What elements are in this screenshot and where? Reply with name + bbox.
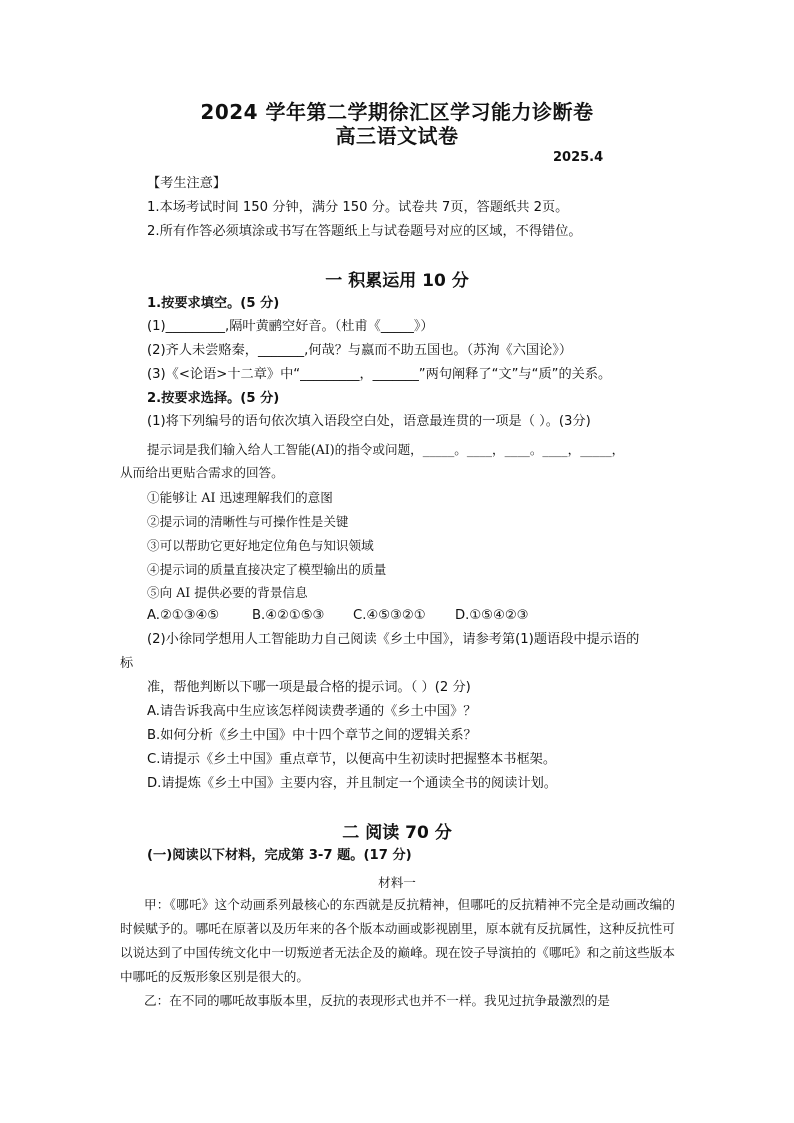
sentence-option: ⑤向 AI 提供必要的背景信息: [147, 585, 308, 600]
material-paragraph: 乙：在不同的哪吒故事版本里，反抗的表现形式也并不一样。我见过抗争最激烈的是: [144, 993, 610, 1008]
question-line: (1)_________,隔叶黄鹂空好音。（杜甫《_____》）: [147, 319, 434, 334]
passage-line: 提示词是我们输入给人工智能(AI)的指令或问题，_____。____，____。____，_____，: [147, 442, 625, 457]
answer-option: A.请告诉我高中生应该怎样阅读费孝通的《乡土中国》？: [147, 704, 477, 719]
question-line: 准，帮他判断以下哪一项是最合格的提示词。（ ）(2 分): [147, 680, 471, 695]
exam-date: 2025.4: [553, 150, 604, 165]
question-line: (2)小徐同学想用人工智能助力自己阅读《乡土中国》，请参考第(1)题语段中提示语的: [147, 632, 640, 647]
question-line: 标: [120, 656, 134, 671]
choice-d: D.①⑤④②③: [455, 608, 529, 623]
sentence-option: ①能够让 AI 迅速理解我们的意图: [147, 490, 333, 505]
sentence-option: ④提示词的质量直接决定了模型输出的质量: [147, 562, 387, 577]
notice-item: 1.本场考试时间 150 分钟，满分 150 分。试卷共 7页，答题纸共 2页。: [147, 200, 569, 215]
question-line: (2)齐人未尝赂秦，_______,何哉？与嬴而不助五国也。（苏洵《六国论》）: [147, 343, 573, 358]
sentence-option: ③可以帮助它更好地定位角色与知识领域: [147, 538, 374, 553]
exam-subtitle: 高三语文试卷: [335, 124, 459, 148]
material-paragraph: 甲：《哪吒》这个动画系列最核心的东西就是反抗精神，但哪吒的反抗精神不完全是动画改编的时候赋予的。哪吒在原著以及历年来的各个版本动画或影视剧里，原本就有反抗属性，这种反抗性可以说达到了中国传统文化中一切叛逆者无法企及的巅峰。现在饺子导演拍的《哪吒》和之前这些版本中哪吒的反叛形象区别是很大的。: [120, 897, 675, 984]
notice-item: 2.所有作答必须填涂或书写在答题纸上与试卷题号对应的区域，不得错位。: [147, 224, 582, 239]
question-heading: 1.按要求填空。(5 分): [147, 296, 280, 311]
answer-option: D.请提炼《乡土中国》主要内容，并且制定一个通读全书的阅读计划。: [147, 776, 557, 791]
question-line: (1)将下列编号的语句依次填入语段空白处，语意最连贯的一项是（ ）。(3分): [147, 414, 591, 429]
answer-option: B.如何分析《乡土中国》中十四个章节之间的逻辑关系？: [147, 728, 477, 743]
question-heading: 2.按要求选择。(5 分): [147, 391, 280, 406]
section-title: 一 积累运用 10 分: [325, 271, 469, 291]
choice-c: C.④⑤③②①: [353, 608, 426, 623]
exam-title: 2024 学年第二学期徐汇区学习能力诊断卷: [200, 100, 594, 124]
choice-a: A.②①③④⑤: [147, 608, 220, 623]
sentence-option: ②提示词的清晰性与可操作性是关键: [147, 514, 349, 529]
choice-b: B.④②①⑤③: [252, 608, 325, 623]
material-title: 材料一: [378, 875, 416, 890]
question-line: (3)《<论语>十二章》中“_________，_______”两句阐释了“文”与“质”的关系。: [147, 367, 612, 382]
part-heading: (一)阅读以下材料，完成第 3-7 题。(17 分): [147, 848, 412, 863]
answer-option: C.请提示《乡土中国》重点章节，以便高中生初读时把握整本书框架。: [147, 752, 557, 767]
notice-heading: 【考生注意】: [147, 176, 227, 191]
passage-line: 从而给出更贴合需求的回答。: [120, 465, 284, 480]
section-title: 二 阅读 70 分: [342, 823, 452, 843]
